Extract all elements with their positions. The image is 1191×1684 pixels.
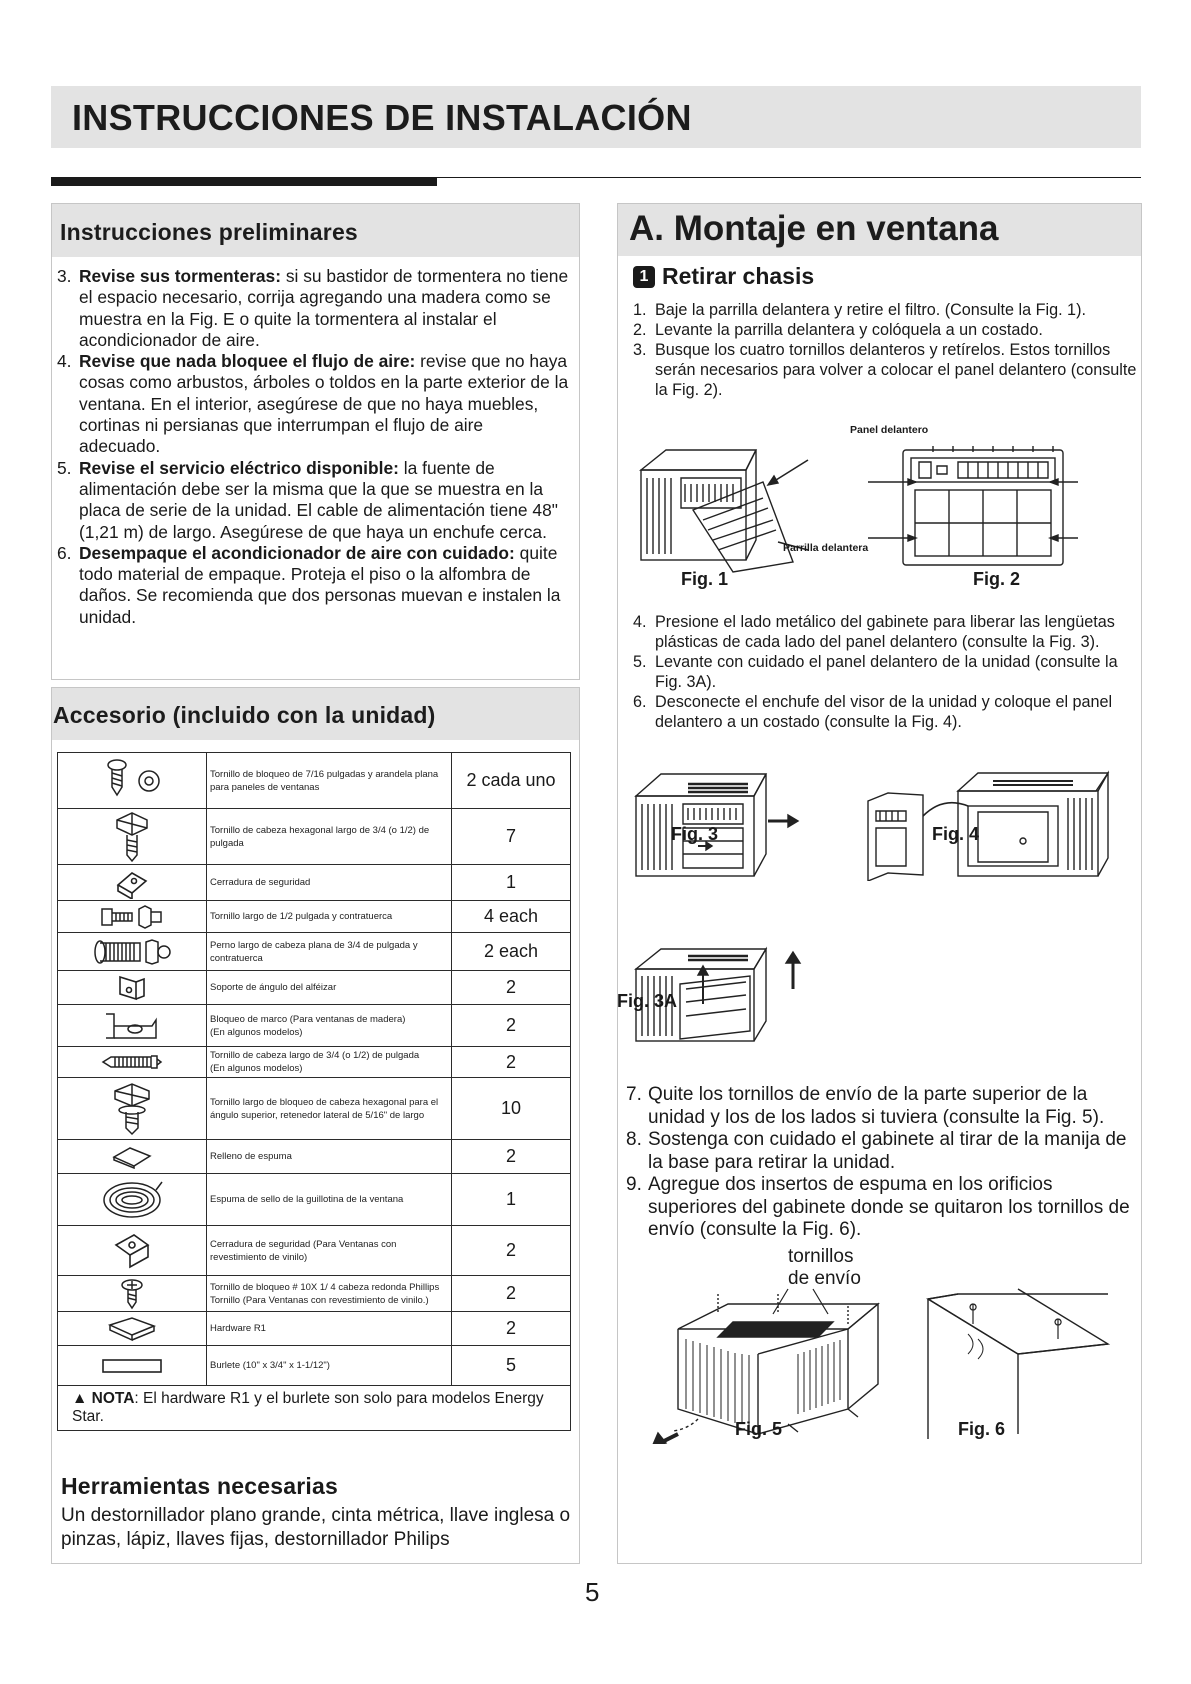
list-item: 3. Busque los cuatro tornillos delanteros y retírelos. Estos tornillos serán necesarios para volver a colocar el panel delantero (consulte la Fig. 2). [633,341,1137,399]
step-number-badge: 1 [633,266,655,288]
accessories-table [57,752,571,1431]
figure-5-6-illustration [638,1284,1128,1444]
list-item: 6. Desconecte el enchufe del visor de la unidad y coloque el panel delantero a un costado (consulte la Fig. 4). [633,693,1113,731]
page-number: 5 [585,1577,600,1607]
figure-1-2-illustration [633,430,1133,575]
list-item: 5. Levante con cuidado el panel delantero de la unidad (consulte la Fig. 3A). [633,653,1118,691]
panel-label: Panel delantero [850,424,929,436]
list-item: 6. Desempaque el acondicionador de aire con cuidado: quite todo material de empaque. Proteja el piso o la alfombra de daños. Se recomienda que dos personas muevan e instalen la unidad. [57,542,561,627]
hex-lock-screw-icon [107,1081,157,1137]
steps-list-c [626,1084,1138,1242]
weatherstrip-icon [97,1354,167,1378]
sill-bracket-icon [114,973,150,1003]
warning-icon: ▲ [72,1390,88,1407]
phillips-screw-icon [117,1278,147,1310]
accessories-heading: Accesorio (incluido con la unidad) [52,688,579,740]
table-row: Tornillo largo de 1/2 pulgada y contratuerca 4 each [58,901,571,933]
tools-text: Un destornillador plano grande, cinta métrica, llave inglesa o pinzas, lápiz, llaves fijas, destornillador Philips [61,1505,571,1550]
shipping-screws-label: tornillos de envío [788,1246,861,1289]
list-item: 4. Revise que nada bloquee el flujo de aire: revise que no haya cosas como arbustos, árboles o toldos en la parte exterior de la ventana. En el interior, asegúrese de que no haya muebles, cortinas ni persianas que interrumpan el flujo de aire adecuado. [57,351,569,457]
table-row: Relleno de espuma 2 [58,1140,571,1174]
vinyl-lock-icon [110,1231,154,1271]
list-item: 1. Baje la parrilla delantera y retire el filtro. (Consulte la Fig. 1). [633,301,1086,319]
fig-2-label: Fig. 2 [973,569,1021,589]
note-row: ▲ NOTA: El hardware R1 y el burlete son solo para modelos Energy Star. [58,1386,571,1431]
title-bar [51,86,1141,148]
mount-heading: A. Montaje en ventana [618,204,1141,256]
fig-3a-label: Fig. 3A [617,991,678,1011]
steps-list-b [633,612,1138,732]
fig-4-label: Fig. 4 [932,824,980,844]
list-item: 2. Levante la parrilla delantera y colóquela a un costado. [633,321,1043,339]
fig-5-label: Fig. 5 [735,1419,783,1439]
tools-heading: Herramientas necesarias [61,1473,338,1499]
table-row: Cerradura de seguridad (Para Ventanas con revestimiento de vinilo) 2 [58,1226,571,1276]
table-row: Perno largo de cabeza plana de 3/4 de pulgada y contratuerca 2 each [58,933,571,971]
list-item: 8. Sostenga con cuidado el gabinete al tirar de la manija de la base para retirar la unidad. [626,1129,1127,1173]
steps-list-a [633,300,1138,400]
step-title: Retirar chasis [662,263,815,289]
security-lock-icon [112,867,152,899]
hex-screw-icon [107,810,157,864]
foam-pad-icon [110,1145,154,1169]
header-rule-thin [437,177,1141,178]
bolt-nut-icon [97,904,167,930]
prelim-list [52,257,579,628]
prelim-heading: Instrucciones preliminares [52,204,579,257]
list-item: 3. Revise sus tormenteras: si su bastidor de tormentera no tiene el espacio necesario, corrija agregando una madera como se muestra en la Fig. E o quite la tormentera al instalar el acondicionador de aire. [57,266,569,350]
table-row: Burlete (10" x 3/4" x 1-1/12") 5 [58,1346,571,1386]
table-row: Espuma de sello de la guillotina de la ventana 1 [58,1174,571,1226]
table-row: Tornillo de bloqueo de 7/16 pulgadas y arandela plana para paneles de ventanas 2 cada uno [58,753,571,809]
prelim-section [51,203,580,680]
table-row: Cerradura de seguridad 1 [58,865,571,901]
table-row: Hardware R1 2 [58,1312,571,1346]
frame-lock-icon [102,1008,162,1044]
table-row: Tornillo de bloqueo # 10X 1/ 4 cabeza redonda Phillips Tornillo (Para Ventanas con revestimiento de vinilo.) 2 [58,1276,571,1312]
foam-seal-roll-icon [100,1178,164,1222]
list-item: 5. Revise el servicio eléctrico disponible: la fuente de alimentación debe ser la misma que la que se muestra en la placa de serie de la unidad. El cable de alimentación tiene 48" (1,21 m) de largo. Asegúrese de que haya un enchufe cerca. [57,457,558,542]
fig-1-label: Fig. 1 [681,569,729,589]
table-row: Tornillo de cabeza hexagonal largo de 3/4 (o 1/2) de pulgada 7 [58,809,571,865]
step-heading [633,263,814,290]
mount-section [617,203,1142,1564]
grille-label: Parrilla delantera [783,542,869,554]
accessories-section [51,687,580,1564]
fig-6-label: Fig. 6 [958,1419,1006,1439]
fig-3-label: Fig. 3 [671,824,719,844]
page-title: INSTRUCCIONES DE INSTALACIÓN [72,97,692,138]
list-item: 4. Presione el lado metálico del gabinete para liberar las lengüetas plásticas de cada lado del panel delantero (consulte la Fig. 3). [633,613,1115,651]
long-bolt-nut-icon [92,938,172,966]
table-row: Tornillo de cabeza largo de 3/4 (o 1/2) de pulgada (En algunos modelos) 2 [58,1047,571,1078]
wood-screw-icon [97,1053,167,1071]
list-item: 7. Quite los tornillos de envío de la parte superior de la unidad y los de los lados si tuviera (consulte la Fig. 5). [626,1084,1105,1128]
hardware-r1-icon [106,1315,158,1343]
screw-washer-icon [97,756,167,806]
list-item: 9. Agregue dos insertos de espuma en los orificios superiores del gabinete donde se quitaron los tornillos de envío (consulte la Fig. 6). [626,1174,1130,1240]
table-row: Bloqueo de marco (Para ventanas de madera) (En algunos modelos) 2 [58,1005,571,1047]
table-row: Soporte de ángulo del alféizar 2 [58,971,571,1005]
header-rule-thick [51,177,437,186]
table-row: Tornillo largo de bloqueo de cabeza hexagonal para el ángulo superior, retenedor lateral de 5/16" de largo 10 [58,1078,571,1140]
